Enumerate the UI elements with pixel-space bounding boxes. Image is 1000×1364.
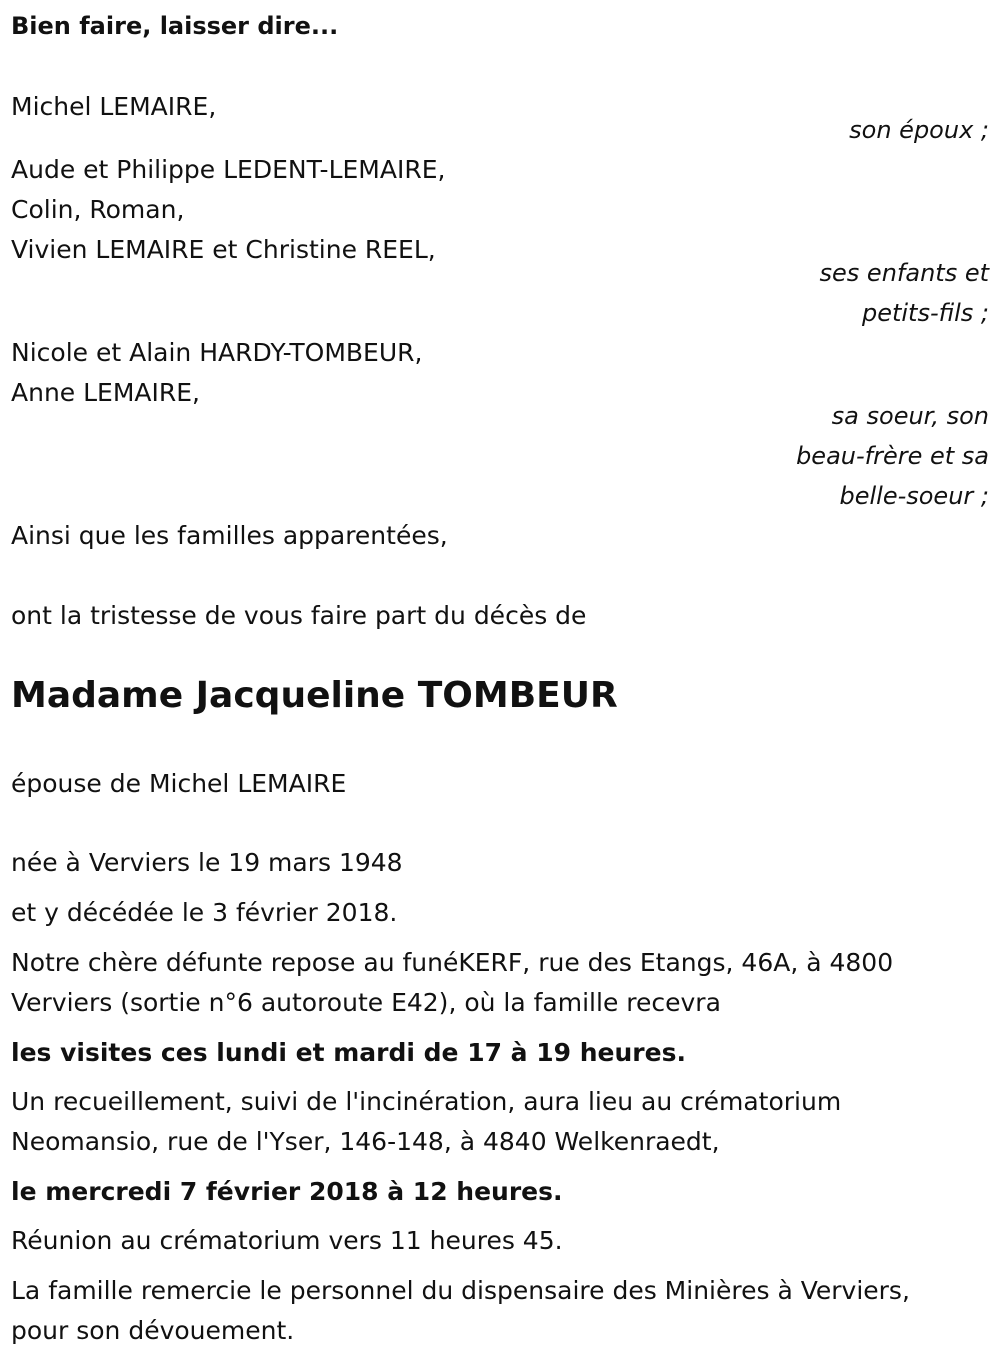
- visits-text: les visites ces lundi et mardi de 17 à 19 heures.: [11, 1038, 686, 1067]
- thanks-text: La famille remercie le personnel du dispensaire des Minières à Verviers,: [11, 1276, 910, 1305]
- family-spouse-line: Michel LEMAIRE,: [11, 92, 217, 121]
- family-siblings-role: belle-soeur ;: [839, 482, 989, 510]
- meeting-text: Réunion au crématorium vers 11 heures 45.: [11, 1226, 563, 1255]
- deceased-spouse: épouse de Michel LEMAIRE: [11, 769, 347, 798]
- family-children-line: Aude et Philippe LEDENT-LEMAIRE,: [11, 155, 446, 184]
- announcement: ont la tristesse de vous faire part du décès de: [11, 601, 587, 630]
- ceremony-text: Neomansio, rue de l'Yser, 146-148, à 4840 Welkenraedt,: [11, 1127, 720, 1156]
- family-children-role: petits-fils ;: [861, 299, 989, 327]
- repose-text: Verviers (sortie n°6 autoroute E42), où la famille recevra: [11, 988, 721, 1017]
- family-siblings-line: Anne LEMAIRE,: [11, 378, 201, 407]
- family-spouse-role: son époux ;: [849, 116, 989, 144]
- family-children-line: Vivien LEMAIRE et Christine REEL,: [11, 235, 436, 264]
- family-children-line: Colin, Roman,: [11, 195, 185, 224]
- family-siblings-role: sa soeur, son: [831, 402, 989, 430]
- thanks-text: pour son dévouement.: [11, 1316, 295, 1345]
- family-siblings-role: beau-frère et sa: [796, 442, 989, 470]
- family-siblings-line: Nicole et Alain HARDY-TOMBEUR,: [11, 338, 423, 367]
- motto: Bien faire, laisser dire...: [11, 12, 339, 40]
- deceased-died: et y décédée le 3 février 2018.: [11, 898, 398, 927]
- family-others: Ainsi que les familles apparentées,: [11, 521, 448, 550]
- repose-text: Notre chère défunte repose au funéKERF, rue des Etangs, 46A, à 4800: [11, 948, 894, 977]
- ceremony-text: Un recueillement, suivi de l'incinération, aura lieu au crématorium: [11, 1087, 842, 1116]
- family-children-role: ses enfants et: [819, 259, 989, 287]
- deceased-born: née à Verviers le 19 mars 1948: [11, 848, 403, 877]
- deceased-name: Madame Jacqueline TOMBEUR: [11, 675, 618, 716]
- ceremony-date: le mercredi 7 février 2018 à 12 heures.: [11, 1177, 563, 1206]
